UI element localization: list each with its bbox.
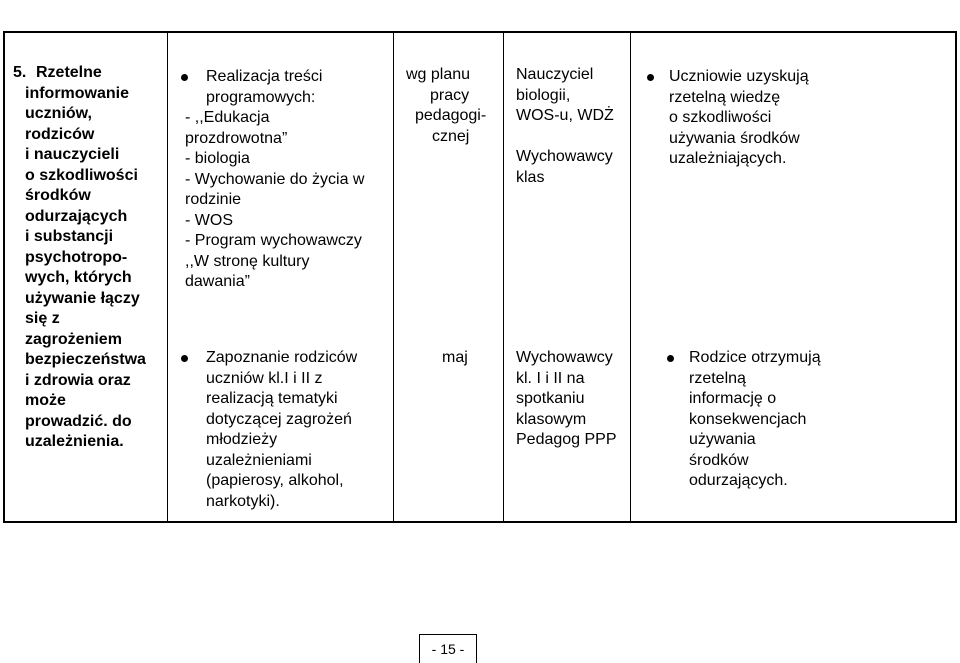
outcome-line: uzależniających. bbox=[669, 150, 787, 167]
task-line: może bbox=[25, 392, 66, 409]
bullet-icon bbox=[181, 355, 188, 362]
task-line: uzależnienia. bbox=[25, 433, 124, 450]
responsible-line: Wychowawcy bbox=[516, 148, 613, 165]
activity-line: - Wychowanie do życia w bbox=[185, 170, 365, 188]
task-line: informowanie bbox=[25, 84, 130, 102]
deadline-line: wg planu bbox=[406, 66, 471, 83]
activity-line: narkotyki). bbox=[206, 492, 280, 510]
deadline-line: pedagogi- bbox=[415, 107, 487, 124]
outcome-line: o szkodliwości bbox=[669, 109, 772, 126]
outcome-line: Rodzice otrzymują bbox=[689, 349, 821, 366]
responsible-line: Wychowawcy bbox=[516, 349, 613, 366]
activity-line: - WOS bbox=[185, 211, 233, 229]
task-line: wych, których bbox=[25, 269, 132, 286]
activity-line: realizacją tematyki bbox=[206, 390, 338, 407]
responsible-line: Nauczyciel bbox=[516, 66, 594, 83]
task-line: psychotropo- bbox=[25, 248, 128, 266]
activity-line: ,,W stronę kultury bbox=[185, 252, 310, 270]
bullet-icon bbox=[181, 74, 188, 81]
activity-line: - ,,Edukacja bbox=[185, 109, 270, 126]
activity-line: programowych: bbox=[206, 88, 316, 106]
task-line: i nauczycieli bbox=[25, 146, 120, 163]
activity-line: dotyczącej zagrożeń bbox=[206, 410, 352, 428]
column-deadline bbox=[393, 33, 503, 521]
column-activities bbox=[167, 33, 393, 521]
bullet-icon bbox=[667, 355, 674, 362]
outcome-line: środków bbox=[689, 451, 749, 469]
activity-line: - biologia bbox=[185, 150, 250, 167]
outcome-line: rzetelną bbox=[689, 369, 746, 387]
page-number: - 15 - bbox=[419, 634, 477, 663]
activity-line: dawania” bbox=[185, 273, 250, 290]
activity-line: prozdrowotna” bbox=[185, 129, 288, 147]
column-outcomes bbox=[630, 33, 955, 521]
task-line: uczniów, bbox=[25, 105, 92, 122]
activity-line: (papierosy, alkohol, bbox=[206, 472, 344, 489]
bullet-icon bbox=[647, 74, 654, 81]
activity-line: rodzinie bbox=[185, 191, 242, 208]
outcome-line: używania środków bbox=[669, 129, 800, 147]
activity-line: uzależnieniami bbox=[206, 451, 312, 469]
activity-line: - Program wychowawczy bbox=[185, 232, 362, 249]
task-line: używanie łączy bbox=[25, 289, 140, 307]
task-line: i zdrowia oraz bbox=[25, 371, 131, 389]
task-line: bezpieczeństwa bbox=[25, 351, 146, 368]
task-line: o szkodliwości bbox=[25, 166, 138, 184]
activity-line: uczniów kl.I i II z bbox=[206, 369, 323, 387]
responsible-line: klasowym bbox=[516, 410, 587, 428]
task-line: i substancji bbox=[25, 228, 114, 245]
responsible-line: Pedagog PPP bbox=[516, 431, 617, 448]
outcome-line: konsekwencjach bbox=[689, 410, 807, 428]
task-line: odurzających bbox=[25, 207, 128, 225]
column-task bbox=[5, 33, 167, 521]
outcome-line: informację o bbox=[689, 390, 777, 407]
activity-line: młodzieży bbox=[206, 431, 278, 448]
task-number: 5. bbox=[13, 64, 27, 81]
column-responsible bbox=[503, 33, 630, 521]
task-line: prowadzić. do bbox=[25, 412, 132, 430]
task-line: środków bbox=[25, 187, 91, 204]
deadline-month: maj bbox=[442, 349, 468, 366]
responsible-line: biologii, bbox=[516, 86, 571, 104]
deadline-line: pracy bbox=[430, 86, 470, 104]
task-line: się z bbox=[25, 310, 60, 327]
content-table bbox=[3, 31, 957, 523]
deadline-line: cznej bbox=[432, 127, 470, 145]
responsible-line: klas bbox=[516, 168, 545, 186]
task-line: Rzetelne bbox=[36, 64, 102, 81]
task-line: rodziców bbox=[25, 125, 95, 143]
outcome-line: Uczniowie uzyskują bbox=[669, 68, 809, 85]
outcome-line: używania bbox=[689, 431, 756, 448]
responsible-line: spotkaniu bbox=[516, 390, 585, 407]
responsible-line: kl. I i II na bbox=[516, 369, 585, 387]
task-line: zagrożeniem bbox=[25, 330, 122, 348]
activity-line: Zapoznanie rodziców bbox=[206, 349, 358, 366]
activity-line: Realizacja treści bbox=[206, 68, 323, 85]
outcome-line: rzetelną wiedzę bbox=[669, 88, 781, 106]
outcome-line: odurzających. bbox=[689, 472, 788, 489]
responsible-line: WOS-u, WDŻ bbox=[516, 107, 614, 124]
